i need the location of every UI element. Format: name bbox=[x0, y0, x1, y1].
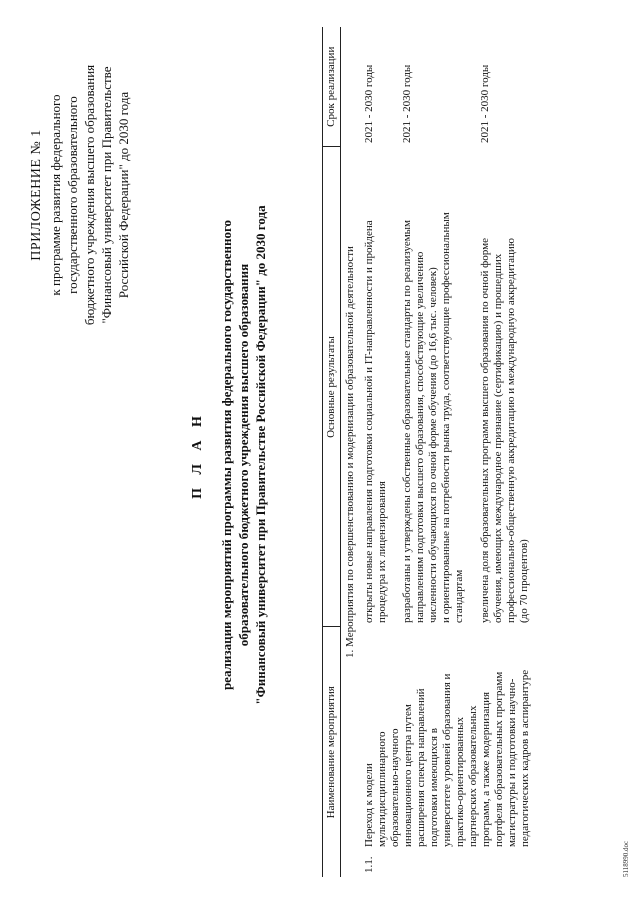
appendix-block bbox=[28, 45, 132, 345]
header-main-results: Основные результаты bbox=[323, 147, 341, 627]
item-number: 1.1. bbox=[363, 856, 375, 873]
plan-heading: П Л А Н bbox=[190, 411, 205, 499]
result-text: разработаны и утверждены собственные образовательные стандарты по реализуемым направлениям подготовки высшего образования, способствующие увеличению численности обучающихся по очной форме обучения (до 16,6 тыс. человек) и ориентированные на потребности рынка труда, соответствующие профессиональным стандартам bbox=[400, 212, 465, 623]
document-reference: 5118990.doc bbox=[622, 840, 630, 877]
header-activity-name: Наименование мероприятия bbox=[323, 627, 341, 877]
section-title: 1. Мероприятия по совершенствованию и модернизации образовательной деятельности bbox=[344, 246, 356, 658]
plan-subtitle-line: реализации мероприятий программы развития федерального государственного bbox=[219, 219, 234, 691]
item-name: Переход к модели мультидисциплинарного образовательно-научного инновационного центра путем расширения спектра направлений подготовки имеющихся в университете уровней образования и практико-ориентированных партнерских образовательных программ, а также модернизация портфеля образовательных программ магистратуры и подготовки научно- педагогических кадров в аспирантуре bbox=[363, 669, 531, 847]
header-term: Срок реализации bbox=[323, 27, 341, 147]
plan-title-block bbox=[190, 125, 269, 785]
activity-cell bbox=[360, 627, 535, 877]
appendix-line: "Финансовый университет при Правительстве bbox=[99, 66, 114, 324]
result-term: 2021 - 2030 годы bbox=[400, 64, 413, 143]
plan-table bbox=[322, 27, 535, 877]
result-term: 2021 - 2030 годы bbox=[478, 64, 491, 143]
result-term: 2021 - 2030 годы bbox=[363, 64, 375, 143]
appendix-title: ПРИЛОЖЕНИЕ № 1 bbox=[29, 129, 44, 261]
plan-subtitle-line: образовательного бюджетного учреждения высшего образования bbox=[236, 263, 251, 647]
appendix-line: государственного образовательного bbox=[65, 96, 80, 294]
result-text: увеличена доля образовательных программ высшего образования по очной форме обучения, имеющих международное признание (сертификацию) и прошедших профессионально-общественную аккредитацию и международную аккредитацию (до 70 процентов) bbox=[478, 238, 530, 623]
plan-subtitle-line: "Финансовый университет при Правительстве Российской Федерации" до 2030 года bbox=[253, 205, 268, 705]
section-row bbox=[341, 27, 361, 877]
appendix-line: к программе развития федерального bbox=[48, 94, 63, 296]
appendix-line: Российской Федерации" до 2030 года bbox=[116, 91, 131, 299]
table-row bbox=[360, 27, 393, 877]
appendix-line: бюджетного учреждения высшего образования bbox=[82, 64, 97, 326]
table-header-row bbox=[323, 27, 341, 877]
result-text: открыты новые направления подготовки социальной и IT-направленности и пройдена процедура их лицензирования bbox=[363, 220, 388, 623]
